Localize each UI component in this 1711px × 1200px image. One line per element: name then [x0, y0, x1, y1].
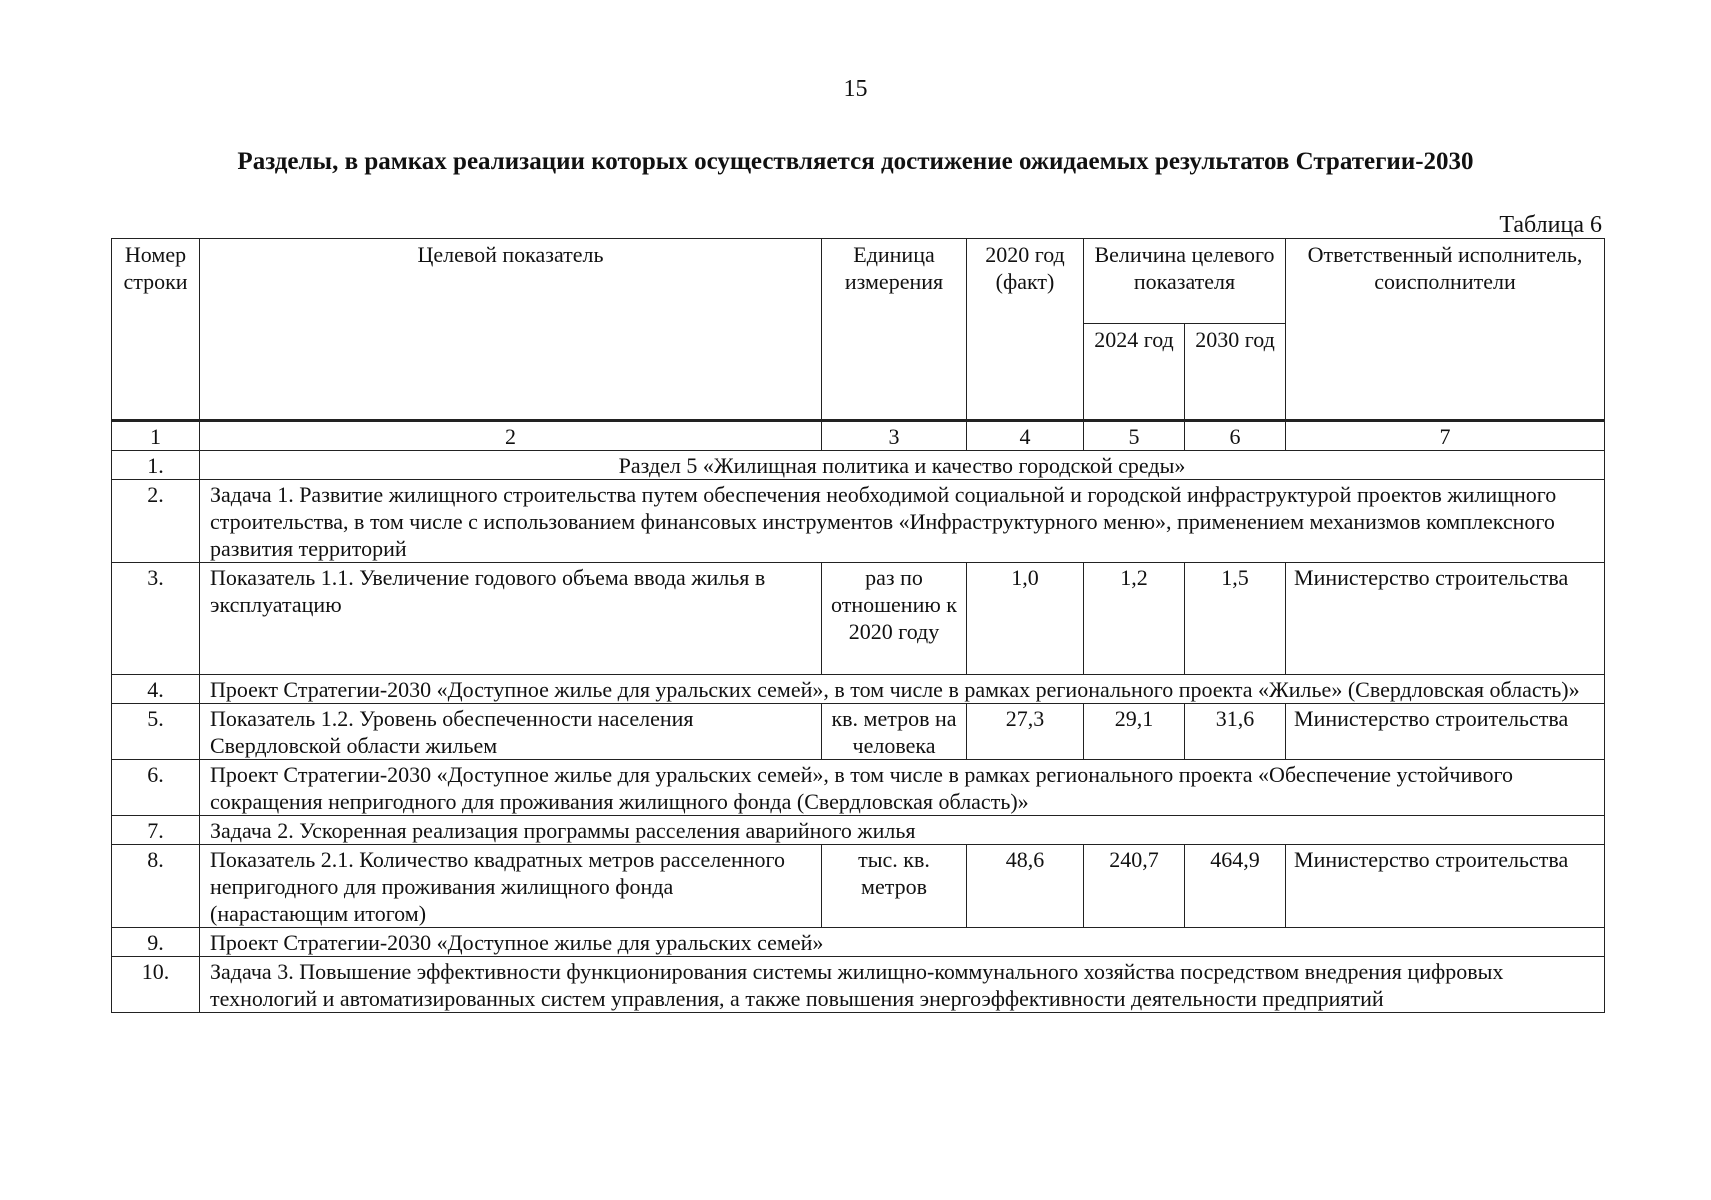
header-2030: 2030 год: [1185, 324, 1286, 421]
value-2030: 31,6: [1185, 704, 1286, 760]
table-label: Таблица 6: [1499, 212, 1602, 238]
page-number: 15: [843, 76, 868, 102]
header-target-value: Величина целевого показателя: [1084, 239, 1286, 324]
indicator-text: Показатель 1.2. Уровень обеспеченности населения Свердловской области жильем: [200, 704, 822, 760]
col-number: 6: [1185, 421, 1286, 451]
header-indicator: Целевой показатель: [200, 239, 822, 421]
table-row: [112, 451, 1605, 480]
unit-value: раз по отношению к 2020 году: [822, 563, 967, 675]
indicator-text: Показатель 1.1. Увеличение годового объема ввода жилья в эксплуатацию: [200, 563, 822, 675]
section-title: Раздел 5 «Жилищная политика и качество городской среды»: [200, 451, 1605, 480]
row-number: 7.: [112, 816, 200, 845]
value-2030: 1,5: [1185, 563, 1286, 675]
table-row: [112, 845, 1605, 928]
col-number: 5: [1084, 421, 1185, 451]
table-row: [112, 816, 1605, 845]
value-2030: 464,9: [1185, 845, 1286, 928]
col-number: 1: [112, 421, 200, 451]
table-row: [112, 563, 1605, 675]
value-2020: 48,6: [967, 845, 1084, 928]
table-row: [112, 480, 1605, 563]
row-number: 2.: [112, 480, 200, 563]
row-number: 4.: [112, 675, 200, 704]
indicators-table: [111, 238, 1605, 1013]
table-row: [112, 675, 1605, 704]
row-number: 8.: [112, 845, 200, 928]
responsible-value: Министерство строительства: [1286, 704, 1605, 760]
responsible-value: Министерство строительства: [1286, 845, 1605, 928]
row-number: 9.: [112, 928, 200, 957]
value-2024: 240,7: [1084, 845, 1185, 928]
column-number-row: [112, 421, 1605, 451]
task-text: Задача 3. Повышение эффективности функционирования системы жилищно-коммунального хозяйства посредством внедрения цифровых технологий и автоматизированных систем управления, а также повышения энергоэффективности деятельности предприятий: [200, 957, 1605, 1013]
task-text: Задача 2. Ускоренная реализация программы расселения аварийного жилья: [200, 816, 1605, 845]
value-2024: 29,1: [1084, 704, 1185, 760]
header-2024: 2024 год: [1084, 324, 1185, 421]
value-2024: 1,2: [1084, 563, 1185, 675]
row-number: 3.: [112, 563, 200, 675]
indicators-table-wrapper: [111, 238, 1604, 1013]
unit-value: тыс. кв. метров: [822, 845, 967, 928]
header-row: [112, 239, 1605, 324]
row-number: 10.: [112, 957, 200, 1013]
header-row-number: Номер строки: [112, 239, 200, 421]
project-text: Проект Стратегии-2030 «Доступное жилье для уральских семей», в том числе в рамках регионального проекта «Обеспечение устойчивого сокращения непригодного для проживания жилищного фонда (Свердловская область)»: [200, 760, 1605, 816]
col-number: 7: [1286, 421, 1605, 451]
col-number: 3: [822, 421, 967, 451]
header-2020: 2020 год (факт): [967, 239, 1084, 421]
table-row: [112, 957, 1605, 1013]
col-number: 2: [200, 421, 822, 451]
table-row: [112, 760, 1605, 816]
project-text: Проект Стратегии-2030 «Доступное жилье для уральских семей»: [200, 928, 1605, 957]
project-text: Проект Стратегии-2030 «Доступное жилье для уральских семей», в том числе в рамках регионального проекта «Жилье» (Свердловская область)»: [200, 675, 1605, 704]
row-number: 1.: [112, 451, 200, 480]
row-number: 6.: [112, 760, 200, 816]
header-responsible: Ответственный исполнитель, соисполнители: [1286, 239, 1605, 421]
value-2020: 1,0: [967, 563, 1084, 675]
col-number: 4: [967, 421, 1084, 451]
table-row: [112, 704, 1605, 760]
unit-value: кв. метров на человека: [822, 704, 967, 760]
value-2020: 27,3: [967, 704, 1084, 760]
row-number: 5.: [112, 704, 200, 760]
indicator-text: Показатель 2.1. Количество квадратных метров расселенного непригодного для проживания жилищного фонда (нарастающим итогом): [200, 845, 822, 928]
responsible-value: Министерство строительства: [1286, 563, 1605, 675]
document-title: Разделы, в рамках реализации которых осуществляется достижение ожидаемых результатов Стратегии-2030: [237, 148, 1474, 175]
task-text: Задача 1. Развитие жилищного строительства путем обеспечения необходимой социальной и городской инфраструктурой проектов жилищного строительства, в том числе с использованием финансовых инструментов «Инфраструктурного меню», применением механизмов комплексного развития территорий: [200, 480, 1605, 563]
header-unit: Единица измерения: [822, 239, 967, 421]
table-row: [112, 928, 1605, 957]
